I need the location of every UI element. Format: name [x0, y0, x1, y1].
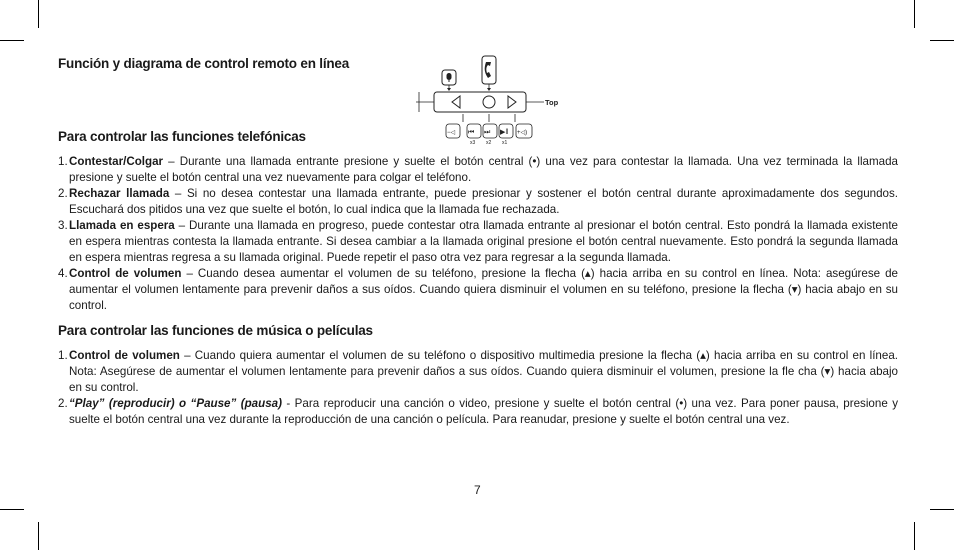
top-label: Top — [545, 98, 559, 107]
svg-text:⏮: ⏮ — [468, 129, 475, 136]
list-item: 2. “Play” (reproducir) o “Pause” (pausa) - Para reproducir una canción o video, presione y suelte el botón central (•) una vez. Para poner pausa, presione y suelte el botón central una vez durante la reproducción de una canción o película. Para reanudar, presione y suelte el botón central una vez. — [58, 397, 898, 426]
press-count-label: x2 — [486, 140, 492, 146]
press-count-label: x1 — [502, 140, 508, 146]
list-item: 2. Rechazar llamada – Si no desea contestar una llamada entrante, puede presionar y sostener el botón central durante aproximadamente dos segundos. Escuchará dos pitidos una vez que suelte el botón, lo cual indica que la llamada fue rechazada. — [58, 187, 899, 216]
list-item: 4. Control de volumen – Cuando desea aumentar el volumen de su teléfono, presione la flecha (▴) hacia arriba en su control en línea. Nota: asegúrese de aumentar el volumen lentamente para prevenir daños a sus oídos. Cuando quiera disminuir el volumen en su teléfono, presione la flecha (▾) hacia abajo en su control. — [58, 267, 898, 312]
volume-down-icon — [446, 124, 460, 138]
play-pause-icon — [499, 124, 513, 138]
press-count-label: x3 — [470, 140, 476, 146]
list-item: 1. Contestar/Colgar – Durante una llamada entrante presione y suelte el botón central (•) una vez para contestar la llamada. Una vez terminada la llamada presione y suelte el botón central una vez nuevamente para colgar el teléfono. — [58, 155, 898, 184]
crop-mark — [914, 522, 915, 550]
svg-text:−◁: −◁ — [447, 130, 456, 136]
crop-mark — [38, 522, 39, 550]
remote-control-diagram — [416, 54, 562, 146]
volume-down-arrow-icon — [452, 96, 460, 108]
microphone-icon — [442, 70, 456, 91]
phone-functions-list — [58, 154, 898, 314]
list-item: 3. Llamada en espera – Durante una llamada en progreso, puede contestar otra llamada entrante al presionar el botón central. Esto pondrá la llamada existente en espera mientras contesta la llamada entrante. Si desea cambiar a la llamada original presione el botón central nuevamente. Esto pondrá la segunda llamada en espera mientras regresa a su llamada original. Puede repetir el paso otra vez para regresar a la segunda llamada. — [58, 219, 898, 264]
volume-up-icon — [516, 124, 532, 138]
crop-mark — [930, 509, 954, 510]
previous-track-icon — [467, 124, 481, 138]
music-section-heading: Para controlar las funciones de música o películas — [58, 323, 373, 338]
crop-mark — [0, 509, 24, 510]
page-number: 7 — [474, 483, 481, 497]
phone-section-heading: Para controlar las funciones telefónicas — [58, 129, 306, 144]
crop-mark — [930, 40, 954, 41]
volume-up-arrow-icon — [508, 96, 516, 108]
svg-text:⏭: ⏭ — [484, 129, 491, 136]
next-track-icon — [483, 124, 497, 138]
svg-text:+◁): +◁) — [517, 130, 528, 136]
center-button-icon — [483, 96, 495, 108]
crop-mark — [38, 0, 39, 28]
page-title: Función y diagrama de control remoto en línea — [58, 56, 350, 71]
music-functions-list — [58, 348, 898, 428]
phone-icon — [482, 56, 496, 91]
list-item: 1. Control de volumen – Cuando quiera aumentar el volumen de su teléfono o dispositivo multimedia presione la flecha (▴) hacia arriba en su control en línea. Nota: Asegúrese de aumentar el volumen lentamente para prevenir daños a sus oídos. Cuando quiera disminuir el volumen, presione la fle cha (▾) hacia abajo en su control. — [58, 349, 898, 394]
crop-mark — [0, 40, 24, 41]
crop-mark — [914, 0, 915, 28]
svg-text:▶‖: ▶‖ — [500, 129, 509, 136]
